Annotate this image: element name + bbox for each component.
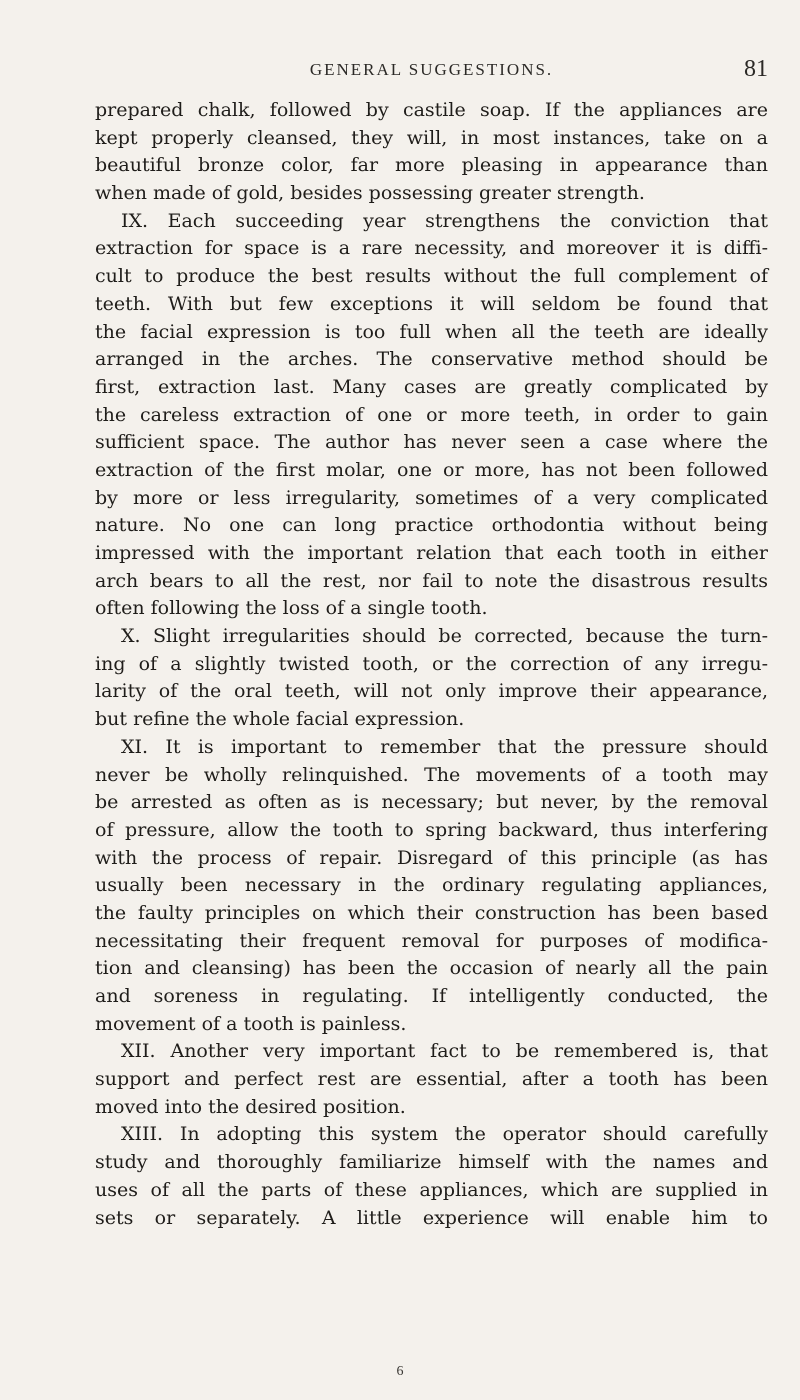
text-line: study and thoroughly familiarize himself with the names and (95, 1151, 768, 1174)
text-line: XII. Another very important fact to be remembered is, that (121, 1040, 768, 1063)
text-line: extraction for space is a rare necessity, and moreover it is diffi- (95, 237, 768, 260)
text-line: the careless extraction of one or more teeth, in order to gain (95, 403, 768, 426)
text-line: nature. No one can long practice orthodontia without being (95, 514, 768, 537)
text-line: tion and cleansing) has been the occasion of nearly all the pain (95, 957, 768, 980)
signature-mark: 6 (396, 1364, 404, 1379)
text-line: uses of all the parts of these appliances, which are supplied in (95, 1178, 768, 1201)
text-line: support and perfect rest are essential, after a tooth has been (95, 1068, 768, 1091)
text-line: kept properly cleansed, they will, in most instances, take on a (95, 126, 768, 149)
text-line: when made of gold, besides possessing greater strength. (95, 182, 645, 205)
text-line: arranged in the arches. The conservative method should be (95, 348, 768, 371)
text-line: extraction of the first molar, one or more, has not been followed (95, 458, 768, 481)
text-line: sets or separately. A little experience will enable him to (95, 1206, 768, 1229)
running-title: GENERAL SUGGESTIONS. (309, 60, 554, 79)
text-line: prepared chalk, followed by castile soap. If the appliances are (95, 99, 768, 121)
text-line: movement of a tooth is painless. (95, 1012, 407, 1035)
text-line: beautiful bronze color, far more pleasing in appearance than (95, 154, 768, 177)
text-line: XI. It is important to remember that the pressure should (121, 735, 768, 758)
text-line: by more or less irregularity, sometimes of a very complicated (95, 486, 768, 509)
text-line: cult to produce the best results without the full complement of (95, 265, 768, 288)
text-line: but refine the whole facial expression. (95, 708, 465, 731)
text-line: X. Slight irregularities should be corrected, because the turn- (121, 625, 768, 648)
text-line: moved into the desired position. (95, 1095, 406, 1118)
text-line: be arrested as often as is necessary; but never, by the removal (95, 791, 768, 814)
text-line: XIII. In adopting this system the operator should carefully (121, 1123, 768, 1146)
text-line: and soreness in regulating. If intelligently conducted, the (95, 985, 768, 1007)
text-line: sufficient space. The author has never seen a case where the (95, 431, 768, 454)
text-line: with the process of repair. Disregard of this principle (as has (95, 846, 768, 869)
running-head (95, 58, 768, 84)
text-line: the facial expression is too full when all the teeth are ideally (95, 320, 768, 343)
text-line: arch bears to all the rest, nor fail to note the disastrous results (95, 569, 768, 592)
text-line: IX. Each succeeding year strengthens the conviction that (121, 209, 768, 232)
text-line: of pressure, allow the tooth to spring backward, thus interfering (95, 818, 768, 841)
text-line: often following the loss of a single tooth. (95, 597, 488, 620)
text-line: the faulty principles on which their construction has been based (95, 901, 768, 924)
body-text (95, 97, 768, 1232)
text-line: impressed with the important relation that each tooth in either (95, 542, 768, 564)
text-line: first, extraction last. Many cases are greatly complicated by (95, 375, 768, 398)
text-line: teeth. With but few exceptions it will seldom be found that (95, 292, 768, 315)
text-line: necessitating their frequent removal for purposes of modifica- (95, 929, 768, 952)
text-line: ing of a slightly twisted tooth, or the correction of any irregu- (95, 652, 768, 675)
text-line: usually been necessary in the ordinary regulating appliances, (95, 874, 768, 897)
text-line: never be wholly relinquished. The movements of a tooth may (95, 763, 768, 786)
text-line: larity of the oral teeth, will not only improve their appearance, (95, 680, 768, 703)
page-number: 81 (744, 56, 768, 82)
